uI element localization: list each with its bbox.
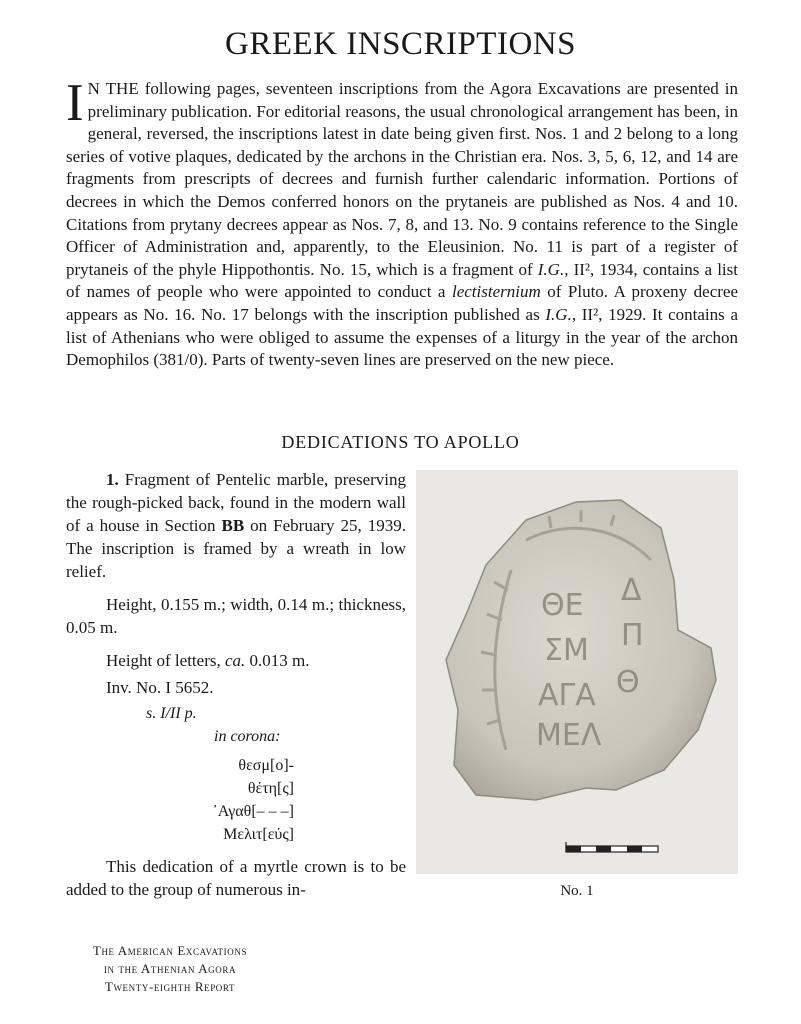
inscription-corona: in corona: xyxy=(214,728,281,745)
inscription-line: θέτη[ς] xyxy=(247,780,294,797)
svg-text:Θ: Θ xyxy=(616,665,640,700)
inscription-line: Μελιτ[εύς] xyxy=(223,826,294,843)
entry-description: 1. Fragment of Pentelic marble, preserving the rough-picked back, found in the modern wall of a house in Section BB on February 25, 1939. The inscription is framed by a wreath in low relief. xyxy=(66,470,406,581)
page-title: GREEK INSCRIPTIONS xyxy=(225,26,576,62)
fragment-photo xyxy=(416,470,738,874)
letter-height: Height of letters, ca. 0.013 m. xyxy=(106,651,310,670)
svg-text:Δ: Δ xyxy=(621,573,642,608)
inventory-number: Inv. No. I 5652. xyxy=(106,678,214,697)
svg-text:Π: Π xyxy=(621,618,644,653)
commentary: This dedication of a myrtle crown is to be added to the group of numerous in- xyxy=(66,857,406,899)
intro-paragraph: I N THE following pages, seventeen inscriptions from the Agora Excavations are presented in preliminary publication. For editorial reasons, the usual chronological arrangement has been, in general, reversed, the inscriptions latest in date being given first. Nos. 1 and 2 belong to a long series of votive plaques, dedicated by the archons in the Christian era. Nos. 3, 5, 6, 12, and 14 are fragments from prescripts of decrees and furnish further calendaric information. Portions of decrees in which the Demos conferred honors on the prytaneis are published as Nos. 4 and 10. Citations from prytany decrees appear as Nos. 7, 8, and 13. No. 9 contains reference to the Single Officer of Administration and, apparently, to the Eleusinion. No. 11 is part of a register of prytaneis of the phyle Hippothontis. No. 15, which is a fragment of I.G., II², 1934, contains a list of names of people who were appointed to conduct a lectisternium of Pluto. A proxeny decree appears as No. 16. No. 17 belongs with the inscription published as I.G., II², 1929. It contains a list of Athenians who were obliged to assume the expenses of a liturgy in the year of the archon Demophilos (381/0). Parts of twenty-seven lines are preserved on the new piece. xyxy=(66,74,739,370)
inscription-date: s. I/II p. xyxy=(146,705,197,722)
svg-text:ΑΓΑ: ΑΓΑ xyxy=(538,678,596,713)
drop-cap: I xyxy=(66,74,84,132)
footer-line: The American Excavations xyxy=(92,943,248,958)
marble-fragment-image xyxy=(416,470,738,874)
footer-line: in the Athenian Agora xyxy=(103,961,237,976)
inscription-line: ᾿Αγαθ[– – –] xyxy=(212,803,294,820)
section-heading: DEDICATIONS TO APOLLO xyxy=(281,432,520,452)
svg-text:ΘΕ: ΘΕ xyxy=(541,588,584,623)
svg-text:ΣΜ: ΣΜ xyxy=(544,633,589,668)
photo-caption: No. 1 xyxy=(560,883,594,899)
inscription-line: θεσμ[ο]- xyxy=(238,757,294,774)
footer-line: Twenty-eighth Report xyxy=(104,979,236,994)
entry-text xyxy=(66,468,406,709)
scale-bar xyxy=(566,842,658,852)
footer xyxy=(62,942,278,996)
inscription-text xyxy=(146,702,294,846)
entry-number: 1. xyxy=(106,470,119,489)
entry-dimensions: Height, 0.155 m.; width, 0.14 m.; thickness, 0.05 m. xyxy=(66,595,406,637)
svg-text:ΜΕΛ: ΜΕΛ xyxy=(536,718,602,753)
